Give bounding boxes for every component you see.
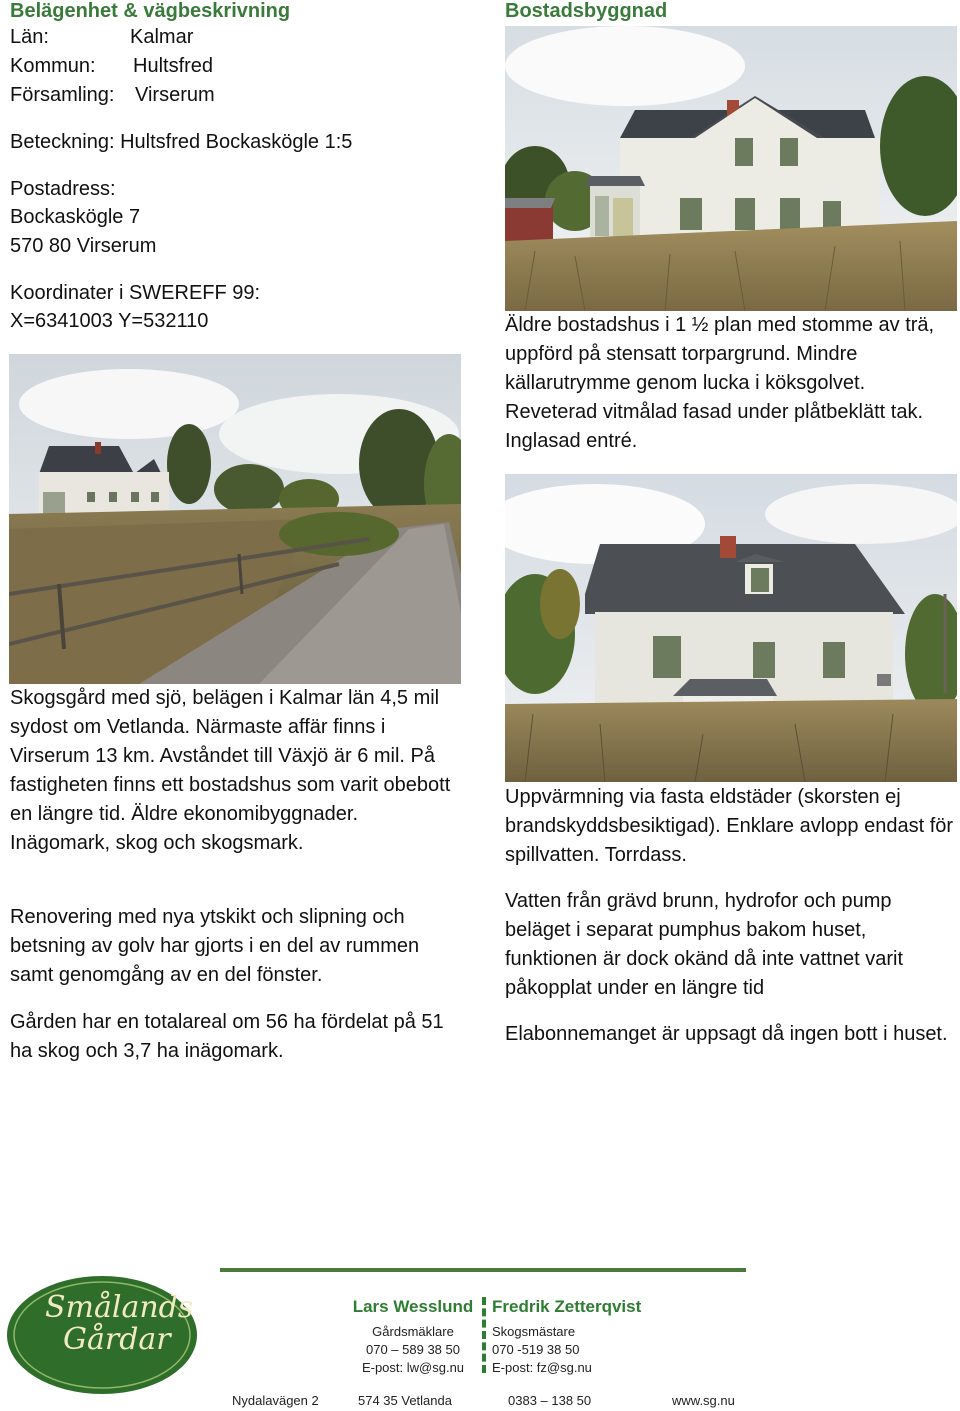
contact-divider (482, 1297, 492, 1373)
property-designation: Beteckning: Hultsfred Bockaskögle 1:5 (10, 131, 353, 153)
contact-email[interactable]: E-post: fz@sg.nu (492, 1360, 592, 1375)
contact-phone[interactable]: 070 – 589 38 50 (366, 1342, 460, 1357)
contact-title: Gårdsmäklare (372, 1324, 454, 1339)
contact-name: Fredrik Zetterqvist (492, 1297, 642, 1316)
county-value: Kalmar (130, 26, 194, 48)
footer-street: Nydalavägen 2 (232, 1393, 319, 1408)
water-paragraph: Vatten från grävd brunn, hydrofor och pump beläget i separat pumphus bakom huset, funktionen är dock okänd då inte vattnet varit påkopplat under en längre tid (505, 890, 904, 999)
parish-label: Församling: (10, 84, 115, 106)
contact-phone[interactable]: 070 -519 38 50 (492, 1342, 580, 1357)
electricity-paragraph: Elabonnemanget är uppsagt då ingen bott i huset. (505, 1023, 948, 1045)
house-front-photo (505, 26, 957, 311)
postal-address-label: Postadress: (10, 178, 116, 200)
coordinates-value: X=6341003 Y=532110 (10, 310, 209, 332)
heating-paragraph: Uppvärmning via fasta eldstäder (skorsten ej brandskyddsbesiktigad). Enklare avlopp endast för spillvatten. Torrdass. (505, 786, 954, 866)
road-house-photo (9, 354, 461, 684)
address-line-2: 570 80 Virserum (10, 235, 157, 257)
footer-postal: 574 35 Vetlanda (358, 1393, 452, 1408)
building-heading: Bostadsbyggnad (505, 0, 668, 22)
logo-text (45, 1292, 193, 1356)
contact-name: Lars Wesslund (352, 1297, 474, 1316)
area-paragraph: Gården har en totalareal om 56 ha fördelat på 51 ha skog och 3,7 ha inägomark. (10, 1011, 444, 1062)
footer-phone[interactable]: 0383 – 138 50 (508, 1393, 592, 1408)
coordinates-label: Koordinater i SWEREFF 99: (10, 282, 261, 304)
logo-line-2: Gårdar (63, 1322, 171, 1357)
contact-card-1 (343, 1297, 483, 1377)
footer-web-link[interactable]: www.sg.nu (672, 1393, 735, 1408)
parish-row (10, 81, 215, 110)
county-row (10, 23, 193, 52)
parish-value: Virserum (135, 84, 215, 106)
contact-card-2 (492, 1297, 641, 1377)
municipality-label: Kommun: (10, 55, 96, 77)
location-heading: Belägenhet & vägbeskrivning (10, 0, 291, 22)
address-line-1: Bockaskögle 7 (10, 206, 141, 228)
contact-email[interactable]: E-post: lw@sg.nu (361, 1360, 465, 1375)
county-label: Län: (10, 26, 49, 48)
house-gable-photo (505, 474, 957, 782)
renovation-paragraph: Renovering med nya ytskikt och slipning och betsning av golv har gjorts i en del av rummen samt genomgång av en del fönster. (10, 906, 420, 986)
municipality-value: Hultsfred (133, 55, 214, 77)
municipality-row (10, 52, 213, 81)
contact-title: Skogsmästare (492, 1324, 576, 1339)
description-paragraph: Skogsgård med sjö, belägen i Kalmar län 4,5 mil sydost om Vetlanda. Närmaste affär finns i Virserum 13 km. Avståndet till Växjö är 6 mil. På fastigheten finns ett bostadshus som varit obebott en längre tid. Äldre ekonomibyggnader. Inägomark, skog och skogsmark. (10, 687, 451, 854)
footer-rule (220, 1268, 746, 1272)
logo-line-1: Smålands (45, 1290, 194, 1325)
building-description: Äldre bostadshus i 1 ½ plan med stomme av trä, uppförd på stensatt torpargrund. Mindre källarutrymme genom lucka i köksgolvet. Reveterad vitmålad fasad under plåtbeklätt tak. Inglasad entré. (505, 314, 935, 452)
